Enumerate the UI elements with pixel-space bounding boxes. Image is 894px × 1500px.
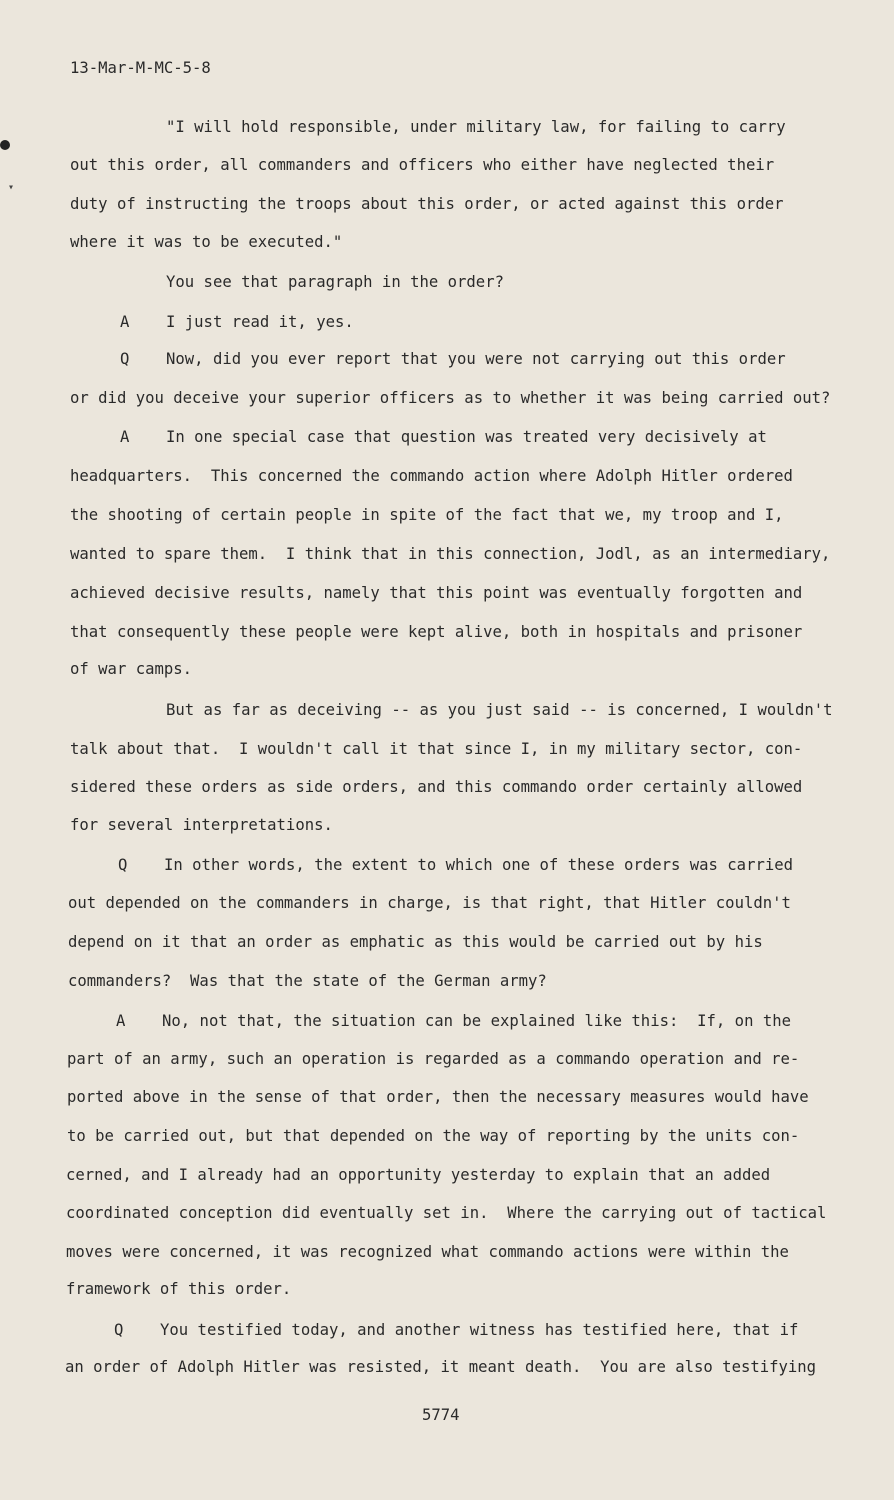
speaker-label: A [120,428,130,446]
text-line: moves were concerned, it was recognized what commando actions were within the [66,1243,789,1261]
text-line: coordinated conception did eventually set in. Where the carrying out of tactical [66,1204,827,1222]
text-line: No, not that, the situation can be explained like this: If, on the [162,1012,792,1030]
text-line: cerned, and I already had an opportunity yesterday to explain that an added [66,1166,771,1184]
text-line: In one special case that question was treated very decisively at [166,428,767,446]
text-line: wanted to spare them. I think that in this connection, Jodl, as an intermediary, [70,545,831,563]
text-line: part of an army, such an operation is regarded as a commando operation and re- [67,1050,800,1068]
text-line: But as far as deceiving -- as you just said -- is concerned, I wouldn't [166,701,833,719]
text-line: In other words, the extent to which one of these orders was carried [164,856,794,874]
margin-mark: ▾ [8,182,15,193]
page-number: 5774 [422,1406,460,1424]
text-line: or did you deceive your superior officers as to whether it was being carried out? [70,389,831,407]
text-line: of war camps. [70,660,193,678]
text-line: the shooting of certain people in spite of the fact that we, my troop and I, [70,506,784,524]
page-header-ref: 13-Mar-M-MC-5-8 [70,59,211,77]
text-line: depend on it that an order as emphatic as this would be carried out by his [68,933,763,951]
text-line: You see that paragraph in the order? [166,273,504,291]
text-line: out this order, all commanders and officers who either have neglected their [70,156,775,174]
text-line: that consequently these people were kept alive, both in hospitals and prisoner [70,623,803,641]
text-line: sidered these orders as side orders, and this commando order certainly allowed [70,778,803,796]
speaker-label: Q [118,856,128,874]
text-line: an order of Adolph Hitler was resisted, it meant death. You are also testifying [65,1358,817,1376]
text-line: "I will hold responsible, under military law, for failing to carry [166,118,786,136]
text-line: ported above in the sense of that order, then the necessary measures would have [67,1088,809,1106]
text-line: commanders? Was that the state of the German army? [68,972,547,990]
text-line: Now, did you ever report that you were not carrying out this order [166,350,786,368]
text-line: headquarters. This concerned the commando action where Adolph Hitler ordered [70,467,793,485]
text-line: You testified today, and another witness has testified here, that if [160,1321,799,1339]
text-line: I just read it, yes. [166,313,354,331]
text-line: framework of this order. [66,1280,292,1298]
speaker-label: Q [120,350,130,368]
speaker-label: A [120,313,130,331]
text-line: duty of instructing the troops about this order, or acted against this order [70,195,784,213]
text-line: for several interpretations. [70,816,333,834]
text-line: to be carried out, but that depended on the way of reporting by the units con- [67,1127,800,1145]
binding-hole [0,140,10,150]
text-line: achieved decisive results, namely that this point was eventually forgotten and [70,584,803,602]
speaker-label: A [116,1012,126,1030]
speaker-label: Q [114,1321,124,1339]
text-line: talk about that. I wouldn't call it that since I, in my military sector, con- [70,740,803,758]
text-line: out depended on the commanders in charge, is that right, that Hitler couldn't [68,894,791,912]
text-line: where it was to be executed." [70,233,343,251]
